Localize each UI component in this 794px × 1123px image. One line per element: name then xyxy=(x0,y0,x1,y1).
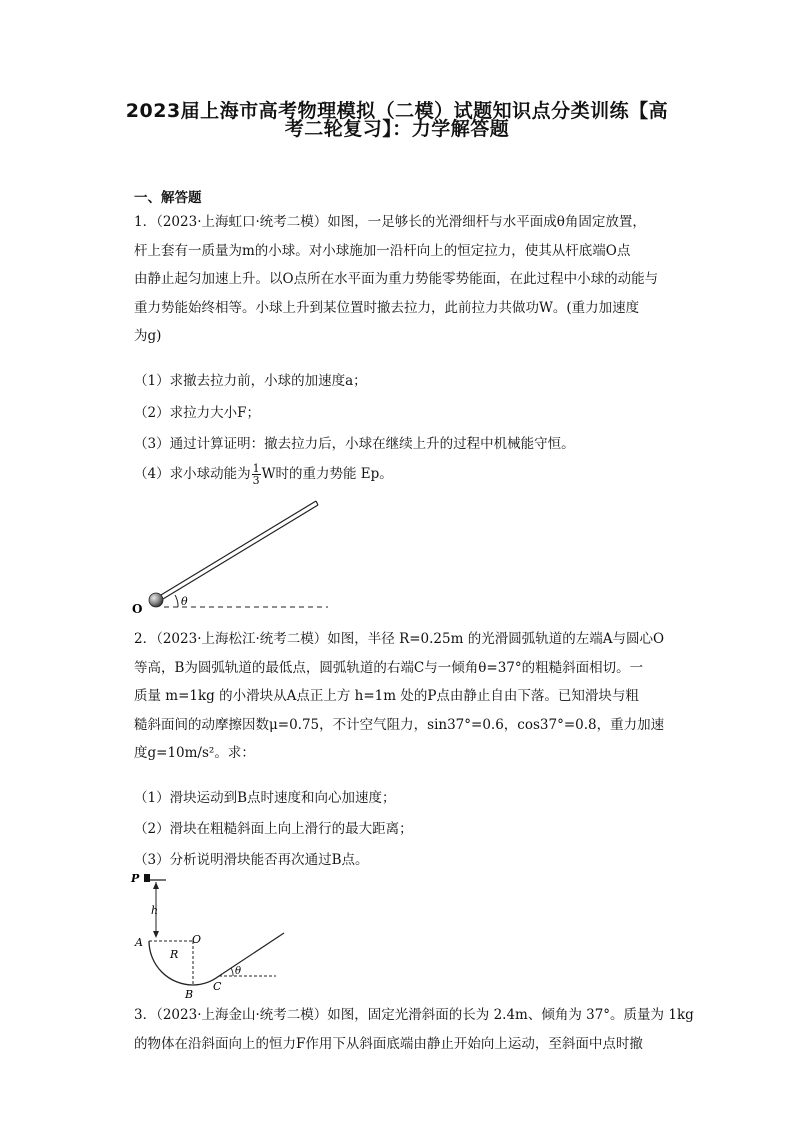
q1-subquestion-2: （2）求拉力大小F； xyxy=(134,405,260,421)
q2-line: 质量 m=1kg 的小滑块从A点正上方 h=1m 处的P点由静止自由下落。已知滑块与粗 xyxy=(134,688,639,705)
q1-line: 1．（2023·上海虹口·统考二模）如图，一足够长的光滑细杆与水平面成θ角固定放置， xyxy=(134,214,646,230)
q2-subquestion-3: （3）分析说明滑块能否再次通过B点。 xyxy=(134,852,369,868)
q1-line: 由静止起匀加速上升。以O点所在水平面为重力势能零势能面，在此过程中小球的动能与 xyxy=(134,271,659,288)
circular-arc-track xyxy=(149,941,219,985)
fraction-numerator: 1 xyxy=(252,462,260,475)
point-O-label: O xyxy=(192,933,202,946)
q1-sub4-prefix: （4）求小球动能为 xyxy=(134,466,251,482)
inclined-plane xyxy=(219,933,284,976)
question-1-stem xyxy=(134,208,664,351)
fraction xyxy=(252,463,261,486)
section-heading: 一、解答题 xyxy=(134,190,202,206)
h-label: h xyxy=(151,904,159,917)
arrow-head-top xyxy=(153,882,159,889)
rod xyxy=(156,501,316,598)
arrow-head-bottom xyxy=(153,931,159,938)
q1-line: 为g) xyxy=(134,328,162,345)
point-O-label: O xyxy=(132,602,143,616)
q3-line: 的物体在沿斜面向上的恒力F作用下从斜面底端由静止开始向上运动，至斜面中点时撤 xyxy=(134,1035,643,1052)
q1-sub4-suffix: W时的重力势能 Ep。 xyxy=(261,466,393,482)
point-C-label: C xyxy=(213,980,222,993)
q3-line: 3．（2023·上海金山·统考二模）如图，固定光滑斜面的长为 2.4m、倾角为 37°。质量为 1kg xyxy=(134,1007,694,1023)
q1-line: 重力势能始终相等。小球上升到某位置时撤去拉力，此前拉力共做功W。(重力加速度 xyxy=(134,299,640,316)
rod-edge xyxy=(158,505,318,602)
point-A-label: A xyxy=(135,936,143,949)
question-2-stem xyxy=(134,625,664,768)
q2-line: 等高，B为圆弧轨道的最低点，圆弧轨道的右端C与一倾角θ=37°的粗糙斜面相切。一 xyxy=(134,659,644,676)
theta-label: θ xyxy=(235,966,242,977)
q2-figure-arc-track xyxy=(126,868,296,1000)
ball xyxy=(149,593,163,607)
angle-arc xyxy=(175,595,178,607)
q1-line: 杆上套有一质量为m的小球。对小球施加一沿杆向上的恒定拉力，使其从杆底端O点 xyxy=(134,242,631,259)
slider-block xyxy=(144,874,150,882)
question-3-stem xyxy=(134,1001,694,1058)
point-P-label: P xyxy=(131,872,140,885)
angle-arc xyxy=(231,968,233,976)
fraction-denominator: 3 xyxy=(252,474,260,487)
q2-subquestion-1: （1）滑块运动到B点时速度和向心加速度； xyxy=(134,790,396,806)
document-title-line1: 2023届上海市高考物理模拟（二模）试题知识点分类训练【高 xyxy=(125,100,669,122)
q1-subquestion-1: （1）求撤去拉力前，小球的加速度a； xyxy=(134,373,367,389)
radius-R-label: R xyxy=(170,948,179,961)
q2-line: 度g=10m/s²。求： xyxy=(134,745,255,762)
q1-subquestion-4 xyxy=(134,462,393,486)
q1-figure-inclined-rod xyxy=(128,495,338,620)
point-B-label: B xyxy=(185,988,194,1000)
theta-label: θ xyxy=(181,595,188,608)
q2-line: 2．（2023·上海松江·统考二模）如图，半径 R=0.25m 的光滑圆弧轨道的左端A与圆心O xyxy=(134,631,665,647)
q1-subquestion-3: （3）通过计算证明：撤去拉力后，小球在继续上升的过程中机械能守恒。 xyxy=(134,436,575,452)
q2-line: 糙斜面间的动摩擦因数μ=0.75，不计空气阻力，sin37°=0.6，cos37°=0.8，重力加速 xyxy=(134,716,665,733)
document-title-line2: 考二轮复习】：力学解答题 xyxy=(284,118,510,140)
q2-subquestion-2: （2）滑块在粗糙斜面上向上滑行的最大距离； xyxy=(134,821,413,837)
